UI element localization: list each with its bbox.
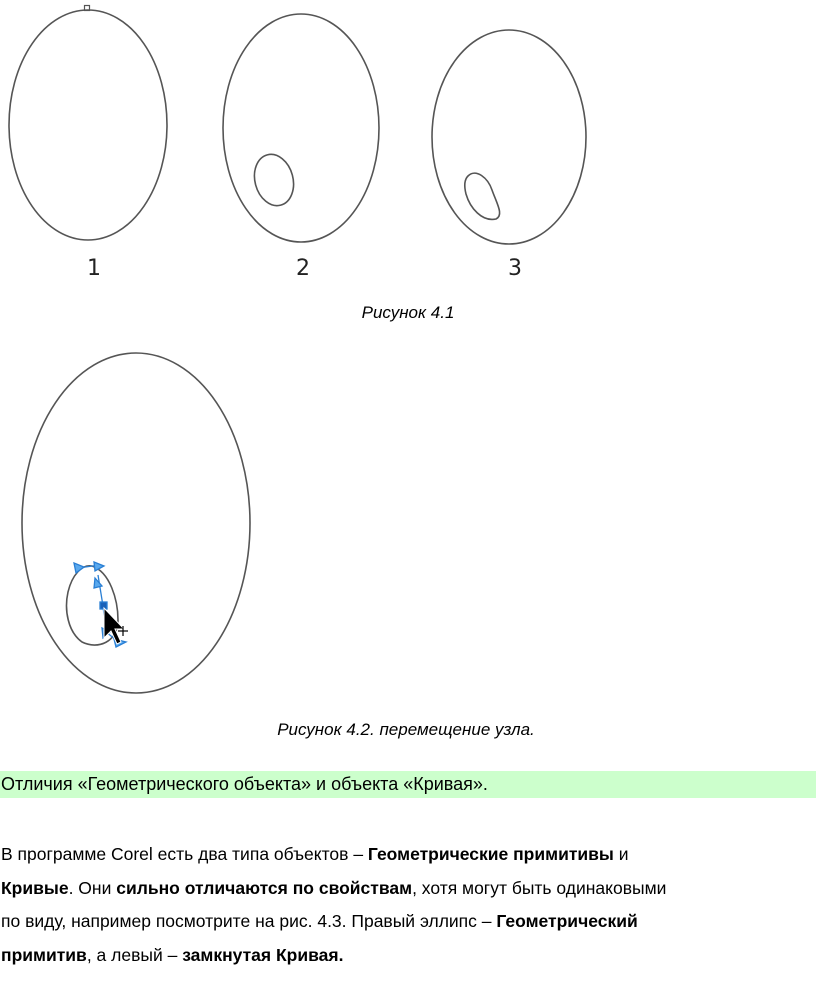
arrow-cursor-icon [104, 608, 124, 644]
bold-term: Кривые [1, 877, 69, 898]
bold-term: Геометрический [496, 911, 638, 931]
figure-4-2-caption: Рисунок 4.2. перемещение узла. [277, 720, 535, 739]
node-handle-upper[interactable] [94, 578, 102, 588]
text-segment: по виду, например посмотрите на рис. 4.3. Правый эллипс – [1, 911, 497, 931]
bold-term: сильно отличаются по свойствам [116, 877, 413, 898]
paragraph-line-4 [1, 939, 801, 973]
figure-label-1: 1 [87, 256, 101, 281]
figure-4-1-caption: Рисунок 4.1 [361, 303, 455, 322]
text-segment: , а левый – [86, 944, 183, 965]
text-segment: В программе Corel есть два типа объектов – [1, 844, 368, 864]
text-segment: и [613, 844, 629, 864]
paragraph-line-3 [1, 905, 801, 939]
text-segment: . Они [68, 877, 117, 898]
section-heading: Отличия «Геометрического объекта» и объекта «Кривая». [0, 771, 816, 798]
small-curve [67, 566, 118, 645]
node-handle-top-left[interactable] [74, 563, 84, 573]
figure-label-2: 2 [296, 256, 310, 281]
bold-term: замкнутая Кривая. [182, 944, 344, 965]
figure-label-3: 3 [508, 256, 522, 281]
bold-term: Геометрические примитивы [367, 844, 614, 864]
body-paragraph [1, 838, 801, 972]
node-handles[interactable] [74, 562, 126, 647]
large-ellipse [22, 353, 250, 693]
text-segment: , хотя могут быть одинаковыми [412, 877, 667, 898]
paragraph-line-1 [1, 838, 801, 872]
bold-term: примитив [1, 944, 87, 965]
paragraph-line-2 [1, 872, 801, 906]
